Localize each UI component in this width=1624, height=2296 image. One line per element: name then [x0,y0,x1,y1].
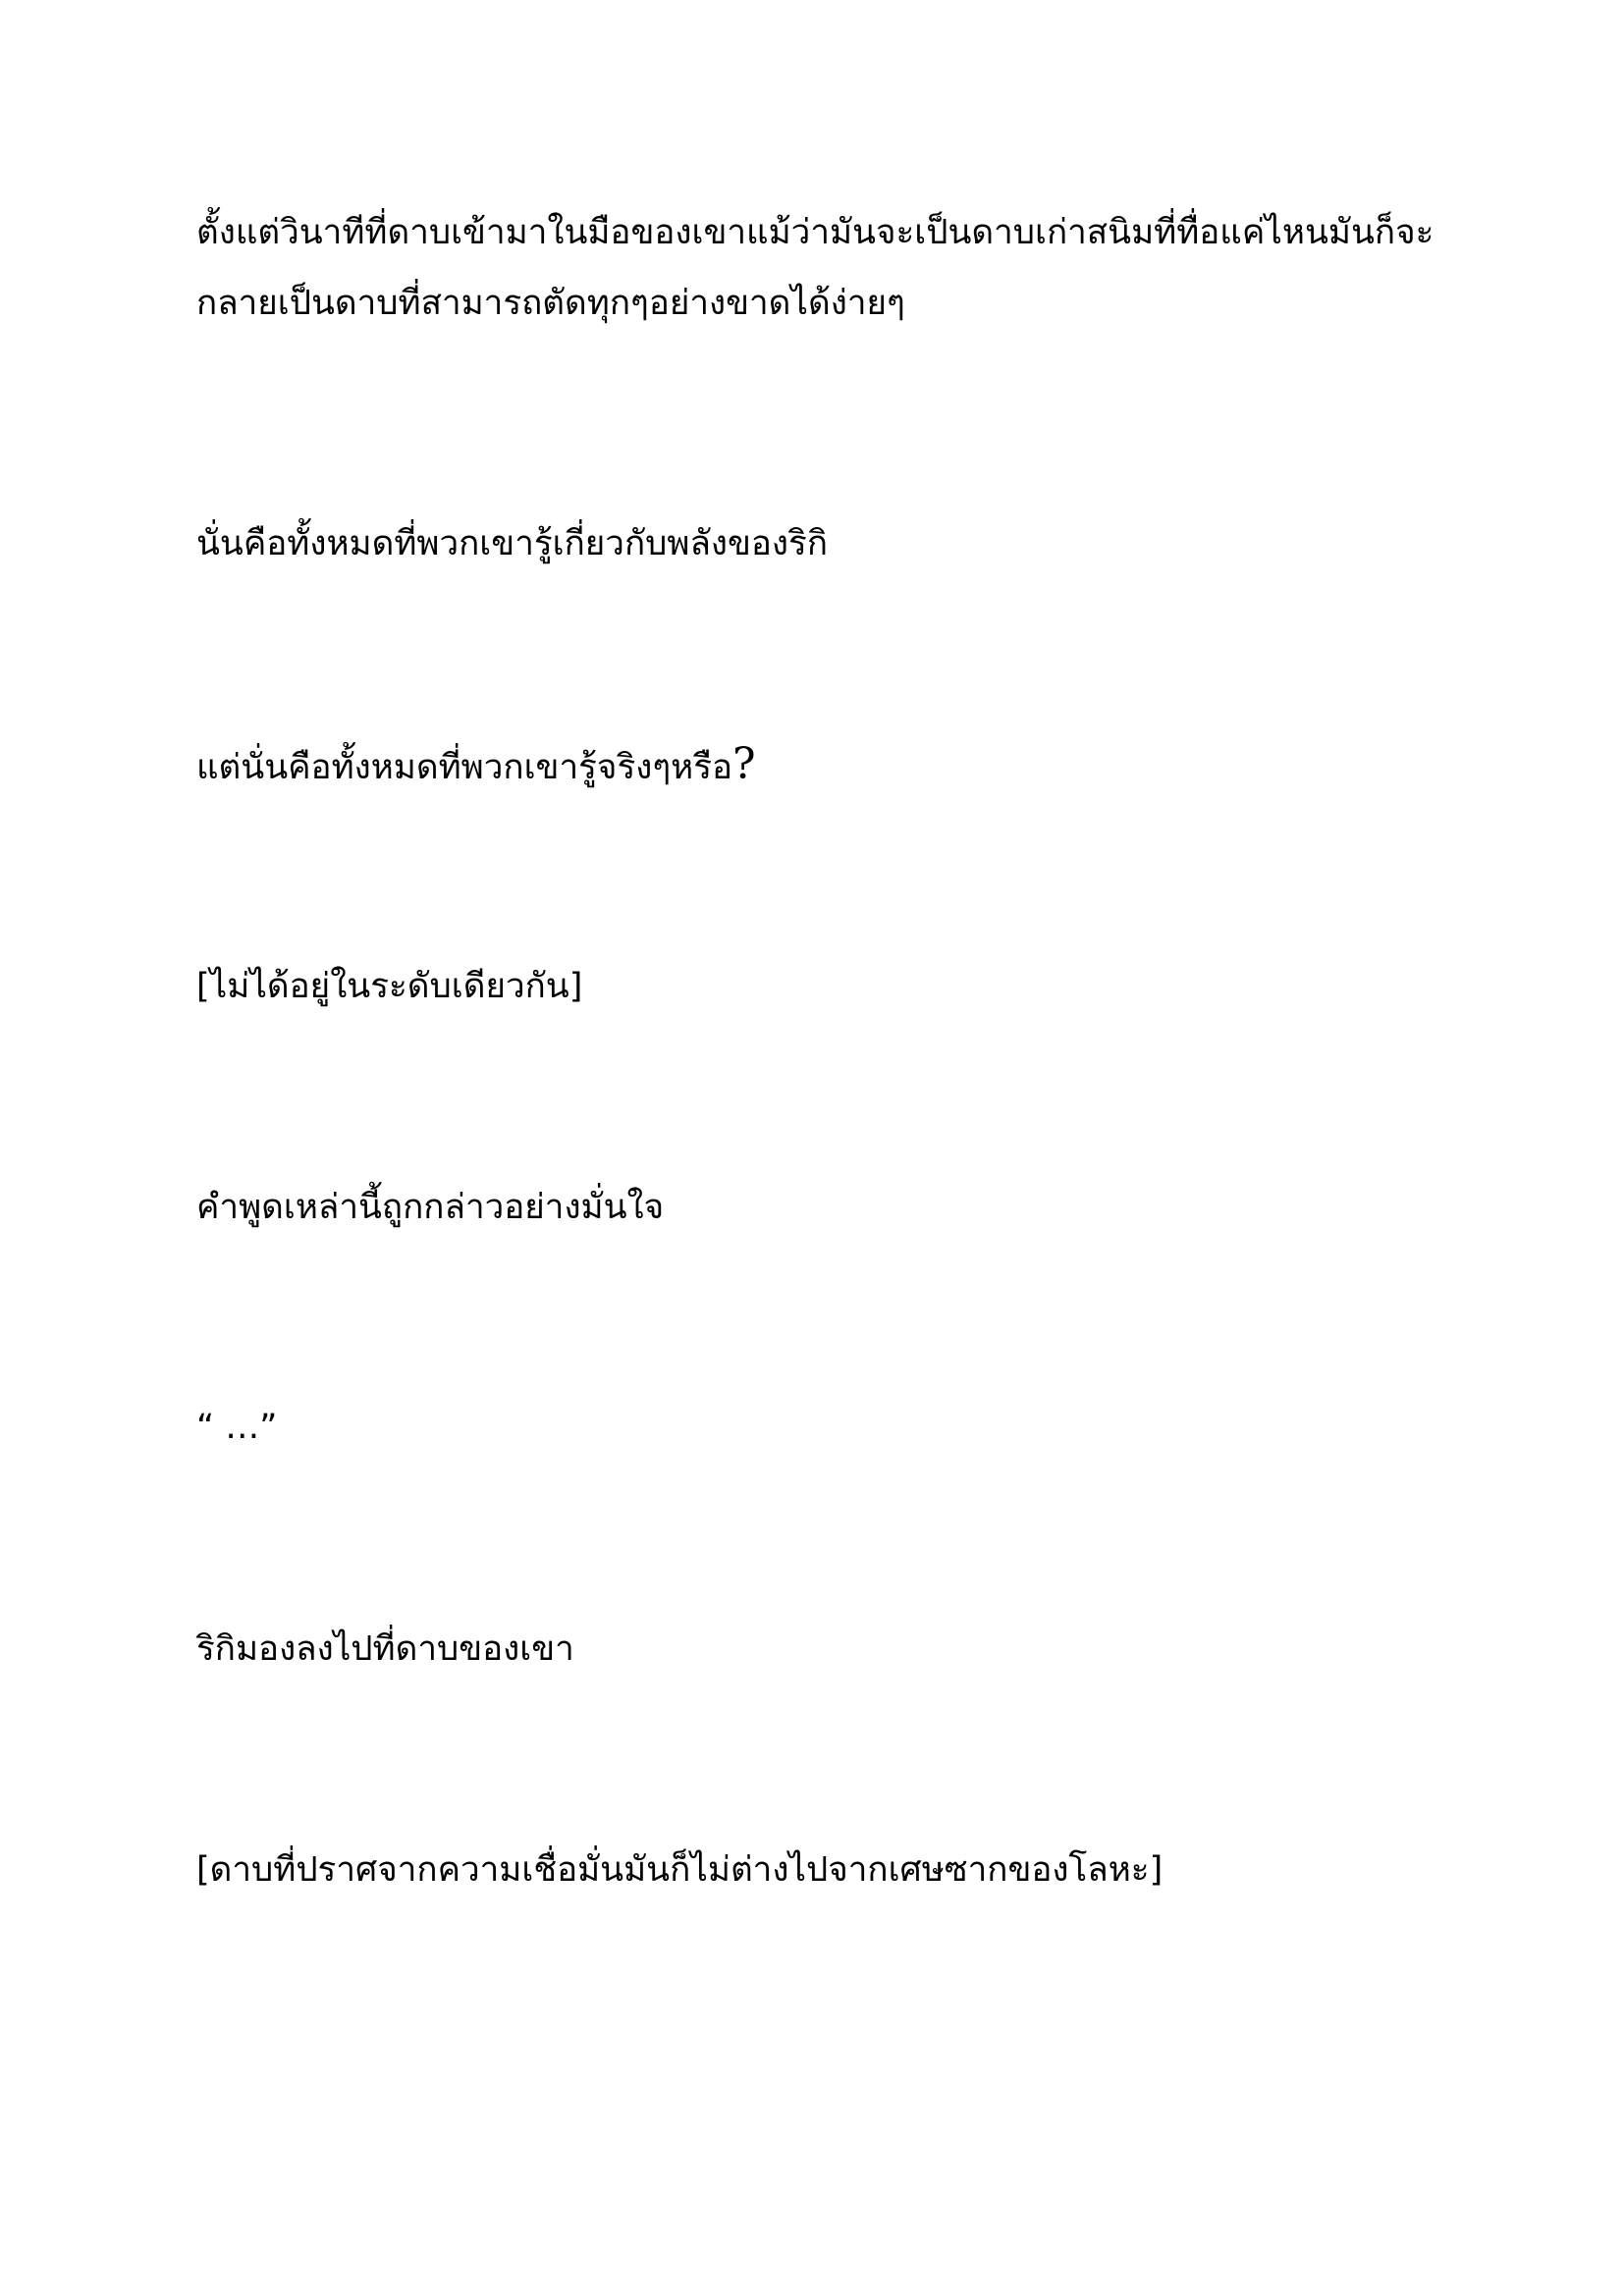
paragraph-2: นั่นคือทั้งหมดที่พวกเขารู้เกี่ยวกับพลังของริกิ [196,524,829,563]
paragraph-5: คำพูดเหล่านี้ถูกกล่าวอย่างมั่นใจ [196,1188,665,1227]
paragraph-3-text: แต่นั่นคือทั้งหมดที่พวกเขารู้จริงๆหรือ [196,748,733,787]
paragraph-4: [ไม่ได้อยู่ในระดับเดียวกัน] [196,967,583,1006]
paragraph-7: ริกิมองลงไปที่ดาบของเขา [196,1629,574,1669]
paragraph-6: “ …” [196,1408,278,1447]
paragraph-3 [196,729,1453,803]
paragraph-1: ตั้งแต่วินาทีที่ดาบเข้ามาในมือของเขาแม้ว่ามันจะเป็นดาบเก่าสนิมที่ทื่อแค่ไหนมันก็จะกลายเป็นดาบที่สามารถตัดทุกๆอย่างขาดได้ง่ายๆ [196,213,1435,323]
question-mark: ? [732,739,756,789]
paragraph-8: [ดาบที่ปราศจากความเชื่อมั่นมันก็ไม่ต่างไปจากเศษซากของโลหะ] [196,1850,1164,1890]
